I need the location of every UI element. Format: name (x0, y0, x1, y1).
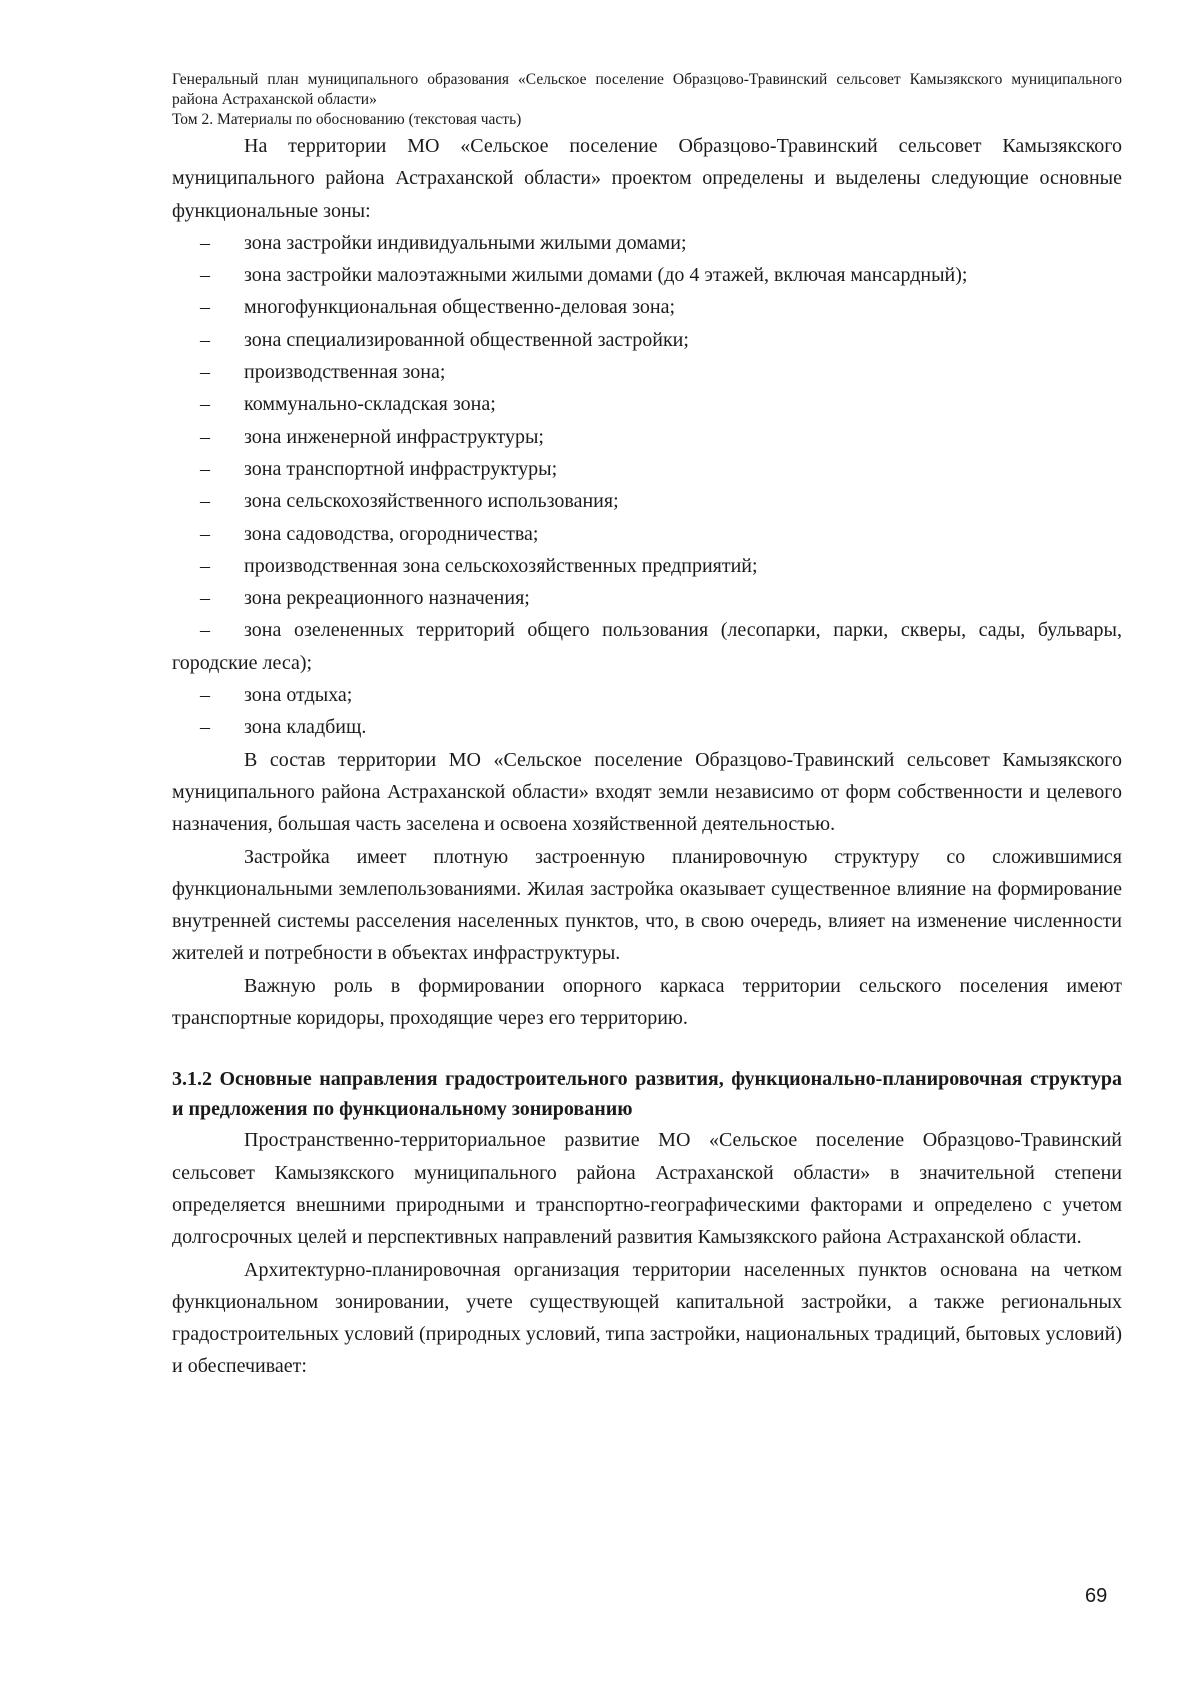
list-item: – многофункциональная общественно-деловая зона; (200, 296, 676, 319)
zones-list (172, 227, 1122, 744)
list-item: – зона застройки малоэтажными жилыми домами (до 4 этажей, включая мансардный); (200, 264, 968, 287)
header-title: Генеральный план муниципального образования «Сельское поселение Образцово-Травинский сельсовет Камызякского муниципального района Астраханской области» (172, 71, 1122, 108)
list-item: – зона отдыха; (200, 684, 353, 707)
list-item: – производственная зона сельскохозяйственных предприятий; (200, 554, 758, 577)
list-item: – зона транспортной инфраструктуры; (200, 457, 558, 480)
running-header (172, 70, 1122, 130)
list-item: – зона специализированной общественной застройки; (200, 328, 689, 351)
list-item: – коммунально-складская зона; (200, 393, 496, 416)
list-item: – зона сельскохозяйственного использования; (200, 490, 619, 513)
paragraph-development: Застройка имеет плотную застроенную планировочную структуру со сложившимися функциональными землепользованиями. Жилая застройка оказывает существенное влияние на формирование внутренней системы расселения населенных пунктов, что, в свою очередь, влияет на изменение численности жителей и потребности в объектах инфраструктуры. (172, 845, 1122, 965)
list-item: – производственная зона; (200, 361, 446, 384)
section-heading: 3.1.2 Основные направления градостроительного развития, функционально-планировочная структура и предложения по функциональному зонированию (172, 1068, 1122, 1121)
document-page (172, 70, 1122, 1383)
list-item: – зона озелененных территорий общего пользования (лесопарки, парки, скверы, сады, бульвары, городские леса); (172, 619, 1122, 674)
list-item: – зона кладбищ. (200, 716, 367, 739)
list-item: – зона застройки индивидуальными жилыми домами; (200, 231, 687, 254)
paragraph-architecture: Архитектурно-планировочная организация территории населенных пунктов основана на четком функциональном зонировании, учете существующей капитальной застройки, а также региональных градостроительных условий (природных условий, типа застройки, национальных традиций, бытовых условий) и обеспечивает: (172, 1258, 1122, 1378)
paragraph-territory: В состав территории МО «Сельское поселение Образцово-Травинский сельсовет Камызякского муниципального района Астраханской области» входят земли независимо от форм собственности и целевого назначения, большая часть заселена и освоена хозяйственной деятельностью. (172, 748, 1122, 836)
intro-paragraph: На территории МО «Сельское поселение Образцово-Травинский сельсовет Камызякского муниципального района Астраханской области» проектом определены и выделены следующие основные функциональные зоны: (172, 135, 1122, 222)
paragraph-spatial: Пространственно-территориальное развитие МО «Сельское поселение Образцово-Травинский сельсовет Камызякского муниципального района Астраханской области» в значительной степени определяется внешними природными и транспортно-географическими факторами и определено с учетом долгосрочных целей и перспективных направлений развития Камызякского района Астраханской области. (172, 1129, 1122, 1249)
paragraph-transport: Важную роль в формировании опорного каркаса территории сельского поселения имеют транспортные коридоры, проходящие через его территорию. (172, 974, 1122, 1030)
list-item: – зона рекреационного назначения; (200, 587, 530, 610)
header-volume: Том 2. Материалы по обоснованию (текстовая часть) (172, 111, 522, 128)
main-text (172, 130, 1122, 1383)
list-item: – зона инженерной инфраструктуры; (200, 425, 544, 448)
page-number: 69 (1085, 1585, 1108, 1607)
list-item: – зона садоводства, огородничества; (200, 522, 539, 545)
